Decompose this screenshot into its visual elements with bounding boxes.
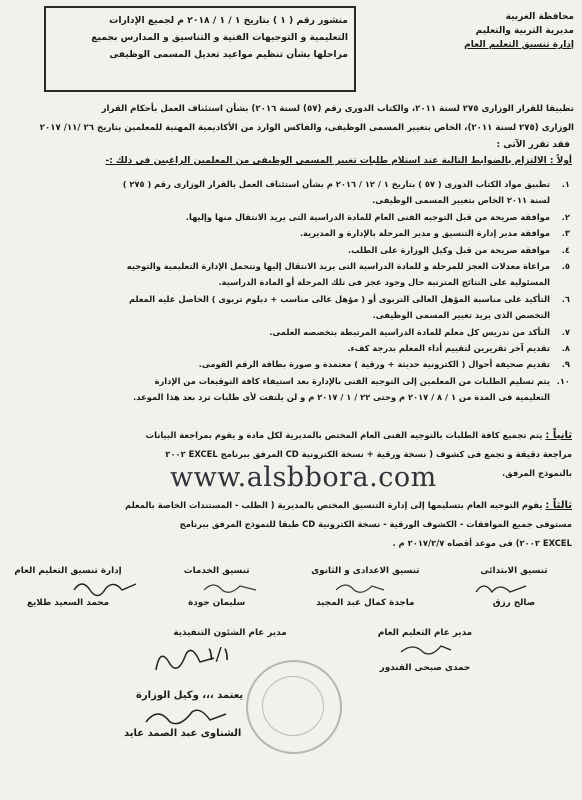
second-line: مراجعة دقيقة و تجمع فى كشوف ( نسخة ورقية + نسخة الكترونية CD المرفق ببرنامج EXCEL ٢٠٠٢ xyxy=(165,449,572,459)
department-line: إدارة تنسيق التعليم العام xyxy=(464,40,574,50)
item-number: ٥. xyxy=(561,261,570,272)
handwritten-signature xyxy=(395,638,455,660)
item-number: ٣. xyxy=(561,228,570,239)
item-number xyxy=(550,274,570,290)
third-section xyxy=(12,496,572,553)
item-text: التأكيد على مناسبة المؤهل العالى التربوى أو ( مؤهل عالى مناسب + دبلوم تربوى ) الحاصل عليه المعلم xyxy=(128,293,550,304)
list-item xyxy=(14,307,570,323)
issuing-authority xyxy=(434,10,574,52)
third-text: يقوم التوجيه العام بتسليمها إلى إدارة التنسيق المختص بالمديرية ( الطلب - المستندات الخاصة بالمعلم xyxy=(125,500,543,510)
signature-name: ماجدة كمال عبد المجيد xyxy=(316,598,415,608)
signature-name: سليمان جودة xyxy=(188,598,246,608)
item-number: ٩. xyxy=(561,359,570,370)
item-number: ١. xyxy=(561,179,570,189)
list-item xyxy=(14,324,570,340)
item-text: تقديم صحيفة أحوال ( الكترونية حديثة + ورقية ) معتمدة و صورة بطاقة الرقم القومى. xyxy=(198,359,550,370)
signature-title: تنسيق الاعدادى و الثانوى xyxy=(311,566,420,576)
item-text: تطبيق مواد الكتاب الدورى ( ٥٧ ) بتاريخ ١ / ١٢ / ٢٠١٦ م بشأن استئناف العمل بالقرار الوزارى رقم ( ٢٧٥ ) xyxy=(122,179,550,189)
list-item xyxy=(14,176,570,192)
executive-affairs-signature xyxy=(170,628,290,638)
item-text: موافقة صريحة من قبل وكيل الوزارة على الطلب. xyxy=(347,244,550,255)
item-number: ٢. xyxy=(561,211,570,222)
item-text: يتم تسليم الطلبات من المعلمين إلى التوجيه الفنى بالإدارة بعد استيفاء كافة التوقيعات من الإدارة xyxy=(154,375,550,386)
item-text: لسنة ٢٠١١ الخاص بتغيير المسمى الوظيفى. xyxy=(372,195,550,206)
item-number: ٧. xyxy=(561,326,570,337)
signature-title: مدير عام الشئون التنفيذية xyxy=(173,628,287,638)
circular-title-box xyxy=(44,6,356,92)
second-text: يتم تجميع كافة الطلبات بالتوجيه الفنى العام المختص بالمديرية لكل مادة و يقوم بمراجعة البيانات xyxy=(145,430,543,440)
circular-title-line: التعليمية و التوجيهات الفنية و التناسيق و المدارس بجميع xyxy=(91,32,348,43)
circular-title-line: منشور رقم ( ١ ) بتاريخ ١ / ١ / ٢٠١٨ م لجميع الإدارات xyxy=(109,15,348,26)
item-text: موافقة صريحة من قبل التوجيه الفنى العام للمادة الدراسية التى يريد الانتقال منها وإليها. xyxy=(185,211,550,222)
list-item xyxy=(14,274,570,290)
list-item xyxy=(14,225,570,241)
second-line xyxy=(12,426,572,445)
item-text: تقديم آخر تقريرين لتقييم أداء المعلم بدرجة كفء. xyxy=(347,343,550,354)
signature-title: إدارة تنسيق التعليم العام xyxy=(14,566,122,576)
list-item xyxy=(14,258,570,274)
handwritten-date: ١/١ xyxy=(206,644,232,665)
list-item xyxy=(14,209,570,225)
intro-paragraph xyxy=(20,100,574,138)
official-stamp-inner xyxy=(262,676,324,736)
signature-title: مدير عام التعليم العام xyxy=(377,628,473,638)
item-number xyxy=(550,192,570,208)
handwritten-signature xyxy=(70,576,140,598)
list-item xyxy=(14,291,570,307)
handwritten-signature xyxy=(330,576,390,598)
signature-name: صالح رزق xyxy=(492,598,536,608)
list-item xyxy=(14,340,570,356)
list-item xyxy=(14,192,570,208)
governorate-line: محافظة الغربية xyxy=(505,12,574,22)
approval-line: يعتمد ،،، وكيل الوزارة xyxy=(136,690,244,701)
handwritten-signature xyxy=(150,640,220,680)
list-item xyxy=(14,389,570,405)
item-text: التخصص الذى يريد تغيير المسمى الوظيفى. xyxy=(372,310,550,321)
general-education-director-signature xyxy=(360,628,490,673)
second-line: بالنموذج المرفق. xyxy=(501,468,572,478)
item-number: ٦. xyxy=(561,293,570,304)
list-item xyxy=(14,373,570,389)
item-text: التأكد من تدريس كل معلم للمادة الدراسية المرتبطة بتخصصه العلمى. xyxy=(269,326,550,337)
intro-line: الوزارى (٢٧٥ لسنة ٢٠١١)، الخاص بتغيير المسمى الوظيفى، والفاكس الوارد من الأكاديمية المهنية للمعلمين بتاريخ ٢٦ /١١/ ٢٠١٧ xyxy=(39,123,574,133)
signature-name: حمدى صبحى القندور xyxy=(379,663,471,673)
list-item xyxy=(14,242,570,258)
directorate-line: مديرية التربية والتعليم xyxy=(475,26,574,36)
item-text: مراعاة معدلات العجز للمرحلة و للمادة الدراسية التى يريد الانتقال إليها وتتحمل الإدارة التعليمية والتوجيه xyxy=(126,261,550,272)
item-number: ١٠. xyxy=(556,375,570,386)
second-label: ثانياً : xyxy=(545,430,572,441)
first-section-heading: أولاً : الالتزام بالضوابط التالية عند استلام طلبات تغيير المسمى الوظيفى من المعلمين الراغبين فى ذلك :- xyxy=(105,156,572,166)
third-line: مستوفى جميع الموافقات - الكشوف الورقية - نسخة الكترونية CD طبقا للنموذج المرفق ببرنامج xyxy=(179,519,572,529)
handwritten-signature xyxy=(140,702,230,730)
signature-title: تنسيق الابتدائى xyxy=(480,566,548,576)
item-number: ٤. xyxy=(561,244,570,255)
list-item xyxy=(14,356,570,372)
third-label: ثالثاً : xyxy=(545,500,572,511)
signature-title: تنسيق الخدمات xyxy=(183,566,250,576)
circular-title-line: مراحلها بشأن تنظيم مواعيد تعديل المسمى الوظيفى xyxy=(109,49,348,60)
item-number xyxy=(550,389,570,405)
decided-heading: فقد تقرر الآتى : xyxy=(496,140,570,150)
item-text: موافقة مدير إدارة التنسيق و مدير المرحلة بالإدارة و المديرية. xyxy=(299,228,550,239)
handwritten-signature xyxy=(470,576,530,600)
undersecretary-name: الشناوى عبد الصمد عايد xyxy=(124,728,242,739)
requirements-list xyxy=(14,176,570,406)
site-watermark: www.alsbbora.com xyxy=(170,462,437,493)
third-line: EXCEL ٢٠٠٢) فى موعد أقصاه ٢٠١٧/٢/٧ م . xyxy=(392,538,572,548)
handwritten-signature xyxy=(200,578,260,598)
signature-name: محمد السعيد طلايع xyxy=(26,598,110,608)
intro-line: تطبيقا للقرار الوزارى ٢٧٥ لسنة ٢٠١١، والكتاب الدورى رقم (٥٧) لسنة ٢٠١٦) بشأن استئناف العمل بأحكام القرار xyxy=(101,104,574,114)
item-number: ٨. xyxy=(561,343,570,354)
third-line xyxy=(12,496,572,515)
item-text: المسئولية على النتائج المترتبة حال وجود عجز فى تلك المرحلة أو المادة الدراسية. xyxy=(218,277,550,288)
item-number xyxy=(550,307,570,323)
item-text: التعليمية فى المدة من ١ / ٨ / ٢٠١٧ م وحتى ٢٢ / ١ / ٢٠١٧ م و لن يلتفت لأى طلبات ترد بعد هذا الموعد. xyxy=(133,392,550,403)
